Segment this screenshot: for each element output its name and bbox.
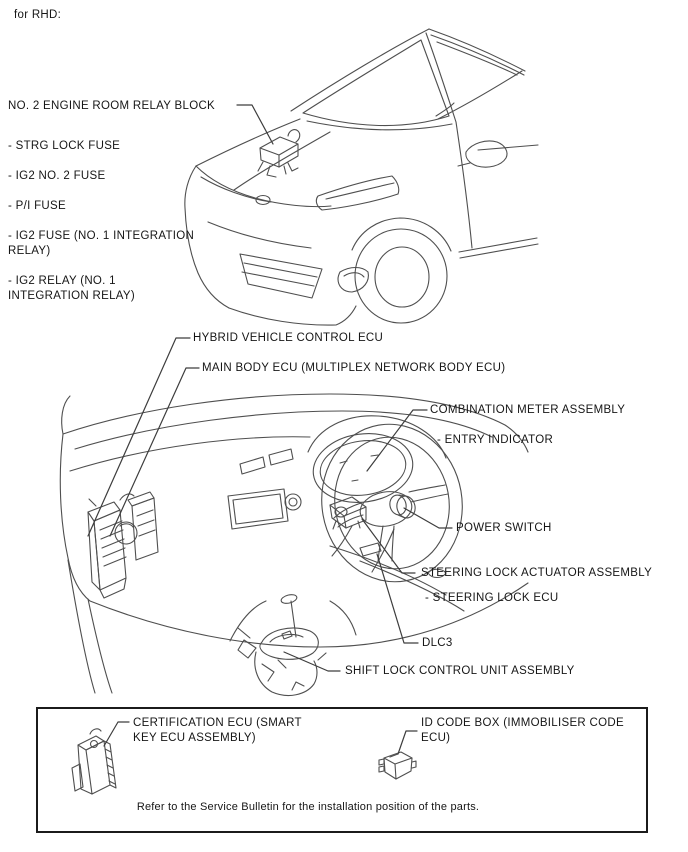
leader-lines: [88, 105, 452, 754]
relay-block-label: NO. 2 ENGINE ROOM RELAY BLOCK: [8, 100, 216, 112]
headlight: [316, 176, 398, 210]
defroster-vent: [240, 457, 265, 474]
leader-hybrid-ecu: [88, 338, 190, 536]
leader-dlc3: [377, 554, 418, 643]
vehicle-front-illustration: [185, 29, 538, 325]
dlc3-illustration: [360, 543, 381, 556]
entry-indicator-label: - ENTRY INDICATOR: [437, 434, 554, 446]
service-bulletin-note: Refer to the Service Bulletin for the installation position of the parts.: [136, 801, 480, 813]
fog-light: [338, 268, 368, 293]
fuse-item-ig2-relay: - IG2 RELAY (NO. 1 INTEGRATION RELAY): [8, 275, 136, 302]
lower-grille: [240, 254, 322, 298]
id-code-box-label: ID CODE BOX (IMMOBILISER CODE ECU): [421, 717, 624, 744]
fuse-item-pi: - P/I FUSE: [8, 200, 66, 212]
emblem: [256, 196, 270, 205]
leader-power-switch: [404, 508, 452, 528]
dlc3-label: DLC3: [422, 637, 453, 649]
combination-meter-illustration: [309, 427, 417, 508]
leader-steering-lock: [362, 519, 415, 573]
shift-lock-unit-illustration: [238, 593, 326, 695]
combination-meter-label: COMBINATION METER ASSEMBLY: [430, 404, 626, 416]
fuse-item-strg-lock: - STRG LOCK FUSE: [8, 140, 121, 152]
hybrid-ecu-illustration: [88, 502, 126, 598]
side-mirror: [466, 141, 507, 167]
relay-block-illustration: [258, 130, 300, 177]
leader-relay-block: [237, 105, 273, 144]
steering-lock-actuator-illustration: [330, 497, 366, 529]
fuse-item-ig2-no2: - IG2 NO. 2 FUSE: [8, 170, 106, 182]
certification-ecu-label: CERTIFICATION ECU (SMART KEY ECU ASSEMBLY): [133, 717, 302, 744]
main-body-ecu-label: MAIN BODY ECU (MULTIPLEX NETWORK BODY ECU): [202, 362, 506, 374]
leader-shift-lock: [284, 652, 340, 671]
leader-main-body-ecu: [110, 368, 199, 536]
main-body-ecu-illustration: [89, 492, 158, 560]
center-display: [228, 489, 288, 529]
leader-combination-meter: [367, 410, 427, 471]
power-switch-label: POWER SWITCH: [456, 522, 552, 534]
fuse-item-ig2-fuse: - IG2 FUSE (NO. 1 INTEGRATION RELAY): [8, 230, 195, 257]
side-vent: [115, 522, 137, 544]
steering-lock-actuator-label: STEERING LOCK ACTUATOR ASSEMBLY: [421, 567, 653, 579]
defroster-vent: [269, 449, 293, 465]
shift-lock-unit-label: SHIFT LOCK CONTROL UNIT ASSEMBLY: [345, 665, 575, 677]
front-wheel: [355, 229, 447, 323]
hybrid-ecu-label: HYBRID VEHICLE CONTROL ECU: [193, 332, 384, 344]
power-switch-illustration: [395, 494, 418, 520]
steering-lock-ecu-label: - STEERING LOCK ECU: [425, 592, 559, 604]
variant-note: for RHD:: [14, 9, 62, 21]
